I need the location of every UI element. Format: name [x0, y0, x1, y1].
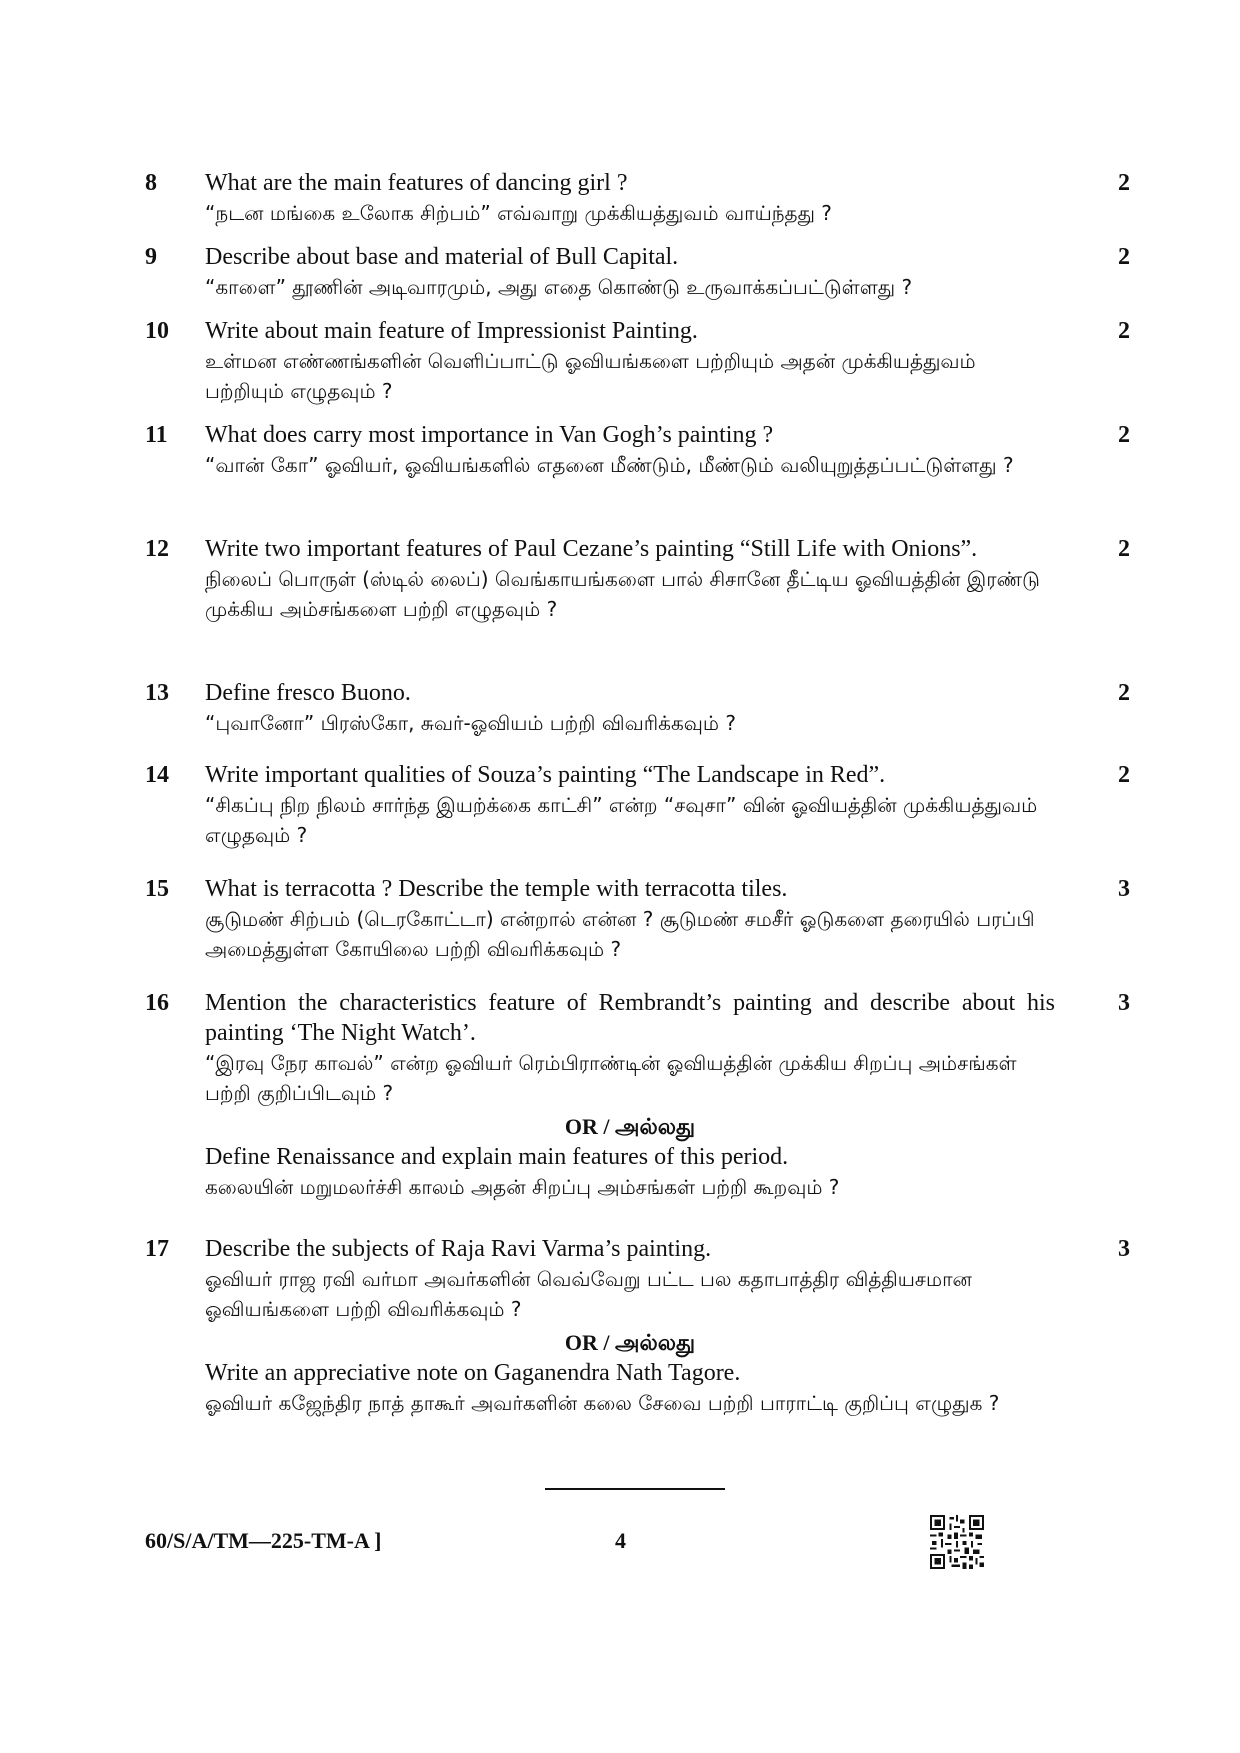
alternative-question-english: Write an appreciative note on Gaganendra Nath Tagore.: [205, 1360, 741, 1386]
question-number: 8: [145, 170, 157, 196]
question-marks: 2: [1118, 318, 1130, 344]
question-9: [145, 242, 1130, 316]
question-8: [145, 168, 1130, 242]
question-marks: 2: [1118, 244, 1130, 270]
question-marks: 3: [1118, 1236, 1130, 1262]
question-number: 17: [145, 1236, 169, 1262]
question-text-tamil: “புவானோ” பிரஸ்கோ, சுவர்-ஓவியம் பற்றி விவரிக்கவும் ?: [205, 711, 736, 735]
question-list: [145, 168, 1130, 1434]
question-marks: 3: [1118, 990, 1130, 1016]
question-text-english: Write about main feature of Impressionist Painting.: [205, 318, 698, 344]
question-11: [145, 420, 1130, 534]
question-number: 11: [145, 422, 168, 448]
question-text-english: Write two important features of Paul Cezane’s painting “Still Life with Onions”.: [205, 536, 978, 562]
question-text-english: What are the main features of dancing girl ?: [205, 170, 628, 196]
question-marks: 2: [1118, 422, 1130, 448]
question-text-tamil: “காளை” தூணின் அடிவாரமும், அது எதை கொண்டு உருவாக்கப்பட்டுள்ளது ?: [205, 275, 913, 299]
question-text-english: Write important qualities of Souza’s painting “The Landscape in Red”.: [205, 762, 886, 788]
question-number: 9: [145, 244, 157, 270]
question-text-english: What is terracotta ? Describe the temple with terracotta tiles.: [205, 876, 788, 902]
question-marks: 3: [1118, 876, 1130, 902]
alternative-question-english: Define Renaissance and explain main features of this period.: [205, 1144, 789, 1170]
question-marks: 2: [1118, 536, 1130, 562]
question-text-english: Mention the characteristics feature of Rembrandt’s painting and describe about his painting ‘The Night Watch’.: [205, 990, 1055, 1046]
paper-code: 60/S/A/TM—225-TM-A ]: [145, 1528, 382, 1553]
question-text-english: Describe the subjects of Raja Ravi Varma’s painting.: [205, 1236, 712, 1262]
question-text-tamil: “நடன மங்கை உலோக சிற்பம்” எவ்வாறு முக்கியத்துவம் வாய்ந்தது ?: [205, 201, 832, 225]
question-text-tamil: சூடுமண் சிற்பம் (டெரகோட்டா) என்றால் என்ன ? சூடுமண் சமசீர் ஓடுகளை தரையில் பரப்பி அமைத்துள்ள கோயிலை பற்றி விவரிக்கவும் ?: [205, 907, 1035, 961]
question-text-english: What does carry most importance in Van Gogh’s painting ?: [205, 422, 774, 448]
or-separator: OR / அல்லது: [564, 1114, 696, 1139]
question-marks: 2: [1118, 170, 1130, 196]
question-number: 14: [145, 762, 169, 788]
question-number: 13: [145, 680, 169, 706]
question-10: [145, 316, 1130, 420]
question-number: 16: [145, 990, 169, 1016]
question-number: 12: [145, 536, 169, 562]
question-text-tamil: “சிகப்பு நிற நிலம் சார்ந்த இயற்க்கை காட்சி” என்ற “சவுசா” வின் ஓவியத்தின் முக்கியத்துவம் எழுதவும் ?: [205, 793, 1038, 847]
question-number: 15: [145, 876, 169, 902]
or-separator: OR / அல்லது: [564, 1330, 696, 1355]
question-marks: 2: [1118, 762, 1130, 788]
question-text-tamil: உள்மன எண்ணங்களின் வெளிப்பாட்டு ஓவியங்களை பற்றியும் அதன் முக்கியத்துவம் பற்றியும் எழுதவும் ?: [205, 349, 976, 403]
end-rule: [545, 1488, 725, 1490]
question-16: [145, 988, 1130, 1234]
page-number: 4: [615, 1528, 626, 1553]
question-12: [145, 534, 1130, 678]
question-text-english: Describe about base and material of Bull Capital.: [205, 244, 679, 270]
question-text-tamil: நிலைப் பொருள் (ஸ்டில் லைப்) வெங்காயங்களை பால் சிசானே தீட்டிய ஓவியத்தின் இரண்டு முக்கிய அம்சங்களை பற்றி எழுதவும் ?: [205, 567, 1040, 621]
question-text-english: Define fresco Buono.: [205, 680, 411, 706]
question-text-tamil: “இரவு நேர காவல்” என்ற ஓவியர் ரெம்பிராண்டின் ஓவியத்தின் முக்கிய சிறப்பு அம்சங்கள் பற்றி குறிப்பிடவும் ?: [205, 1051, 1017, 1105]
question-15: [145, 874, 1130, 988]
alternative-question-tamil: ஓவியர் கஜேந்திர நாத் தாகூர் அவர்களின் கலை சேவை பற்றி பாராட்டி குறிப்பு எழுதுக ?: [205, 1391, 1000, 1415]
question-text-tamil: “வான் கோ” ஓவியர், ஓவியங்களில் எதனை மீண்டும், மீண்டும் வலியுறுத்தப்பட்டுள்ளது ?: [205, 453, 1014, 477]
question-13: [145, 678, 1130, 760]
qr-code-icon: [930, 1515, 984, 1569]
question-number: 10: [145, 318, 169, 344]
question-14: [145, 760, 1130, 874]
question-marks: 2: [1118, 680, 1130, 706]
alternative-question-tamil: கலையின் மறுமலர்ச்சி காலம் அதன் சிறப்பு அம்சங்கள் பற்றி கூறவும் ?: [205, 1175, 840, 1199]
question-17: [145, 1234, 1130, 1434]
question-text-tamil: ஓவியர் ராஜ ரவி வர்மா அவர்களின் வெவ்வேறு பட்ட பல கதாபாத்திர வித்தியசமான ஓவியங்களை பற்றி விவரிக்கவும் ?: [205, 1267, 972, 1321]
